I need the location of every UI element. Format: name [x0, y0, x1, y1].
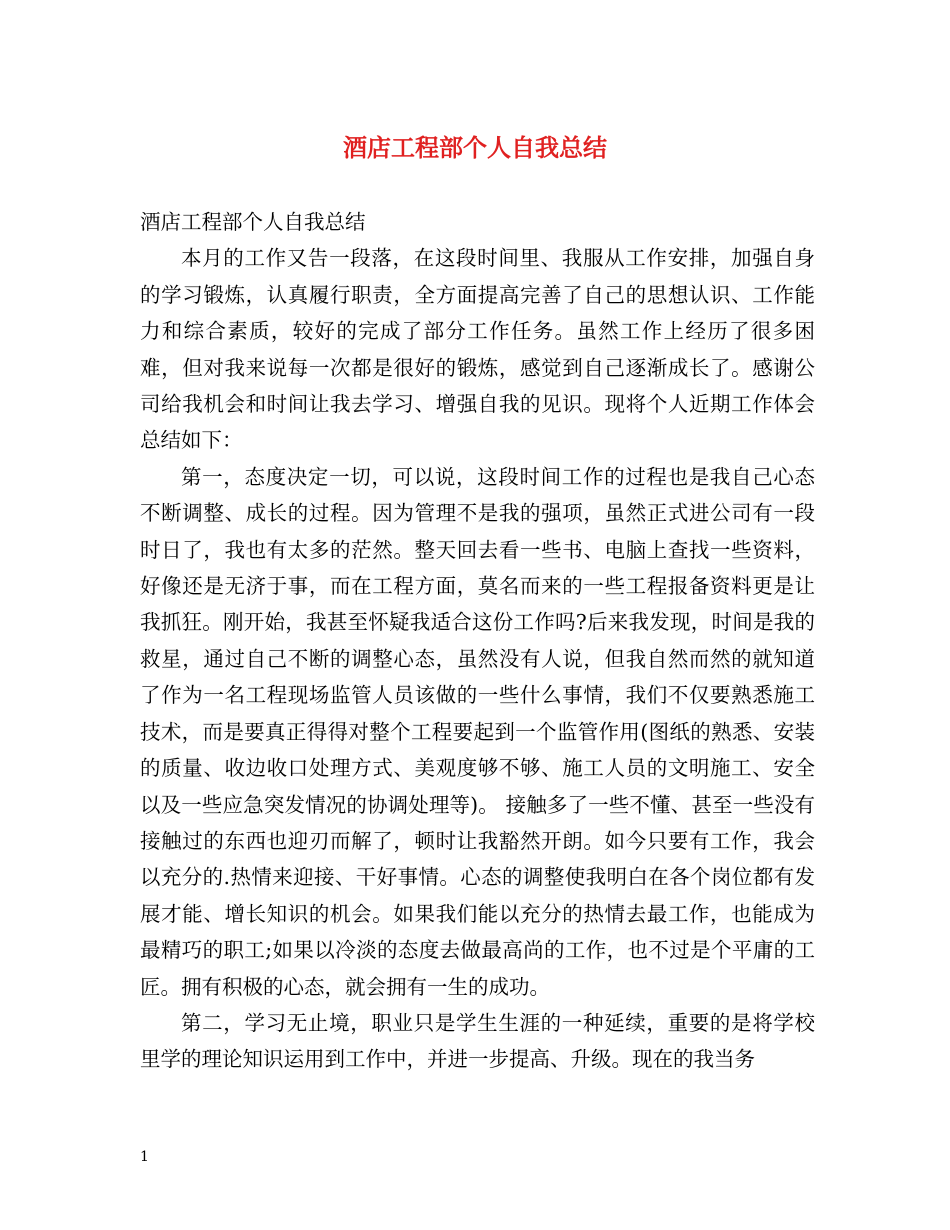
paragraph-intro: 本月的工作又告一段落，在这段时间里、我服从工作安排，加强自身的学习锻炼，认真履行职责，全方面提高完善了自己的思想认识、工作能力和综合素质，较好的完成了部分工作任务。虽然工作上经历了很多困难，但对我来说每一次都是很好的锻炼，感觉到自己逐渐成长了。感谢公司给我机会和时间让我去学习、增强自我的见识。现将个人近期工作体会总结如下：: [140, 246, 815, 453]
paragraph-attitude: 第一，态度决定一切，可以说，这段时间工作的过程也是我自己心态不断调整、成长的过程。因为管理不是我的强项，虽然正式进公司有一段时日了，我也有太多的茫然。整天回去看一些书、电脑上查找一些资料，好像还是无济于事，而在工程方面，莫名而来的一些工程报备资料更是让我抓狂。刚开始，我甚至怀疑我适合这份工作吗?后来我发现，时间是我的救星，通过自己不断的调整心态，虽然没有人说，但我自然而然的就知道了作为一名工程现场监管人员该做的一些什么事情，我们不仅要熟悉施工技术，而是要真正得得对整个工程要起到一个监管作用(图纸的熟悉、安装的质量、收边收口处理方式、美观度够不够、施工人员的文明施工、安全以及一些应急突发情况的协调处理等)。 接触多了一些不懂、甚至一些没有接触过的东西也迎刃而解了，顿时让我豁然开朗。如今只要有工作，我会以充分的.热情来迎接、干好事情。心态的调整使我明白在各个岗位都有发展才能、增长知识的机会。如果我们能以充分的热情去最工作，也能成为最精巧的职工;如果以冷淡的态度去做最高尚的工作，也不过是个平庸的工匠。拥有积极的心态，就会拥有一生的成功。: [140, 464, 815, 999]
document-title: 酒店工程部个人自我总结: [343, 133, 607, 162]
page-number: 1: [140, 1149, 149, 1165]
document-subtitle: 酒店工程部个人自我总结: [140, 210, 366, 234]
paragraph-learning: 第二，学习无止境，职业只是学生生涯的一种延续，重要的是将学校里学的理论知识运用到工作中，并进一步提高、升级。现在的我当务: [140, 1010, 815, 1072]
document-body: [140, 204, 815, 1078]
